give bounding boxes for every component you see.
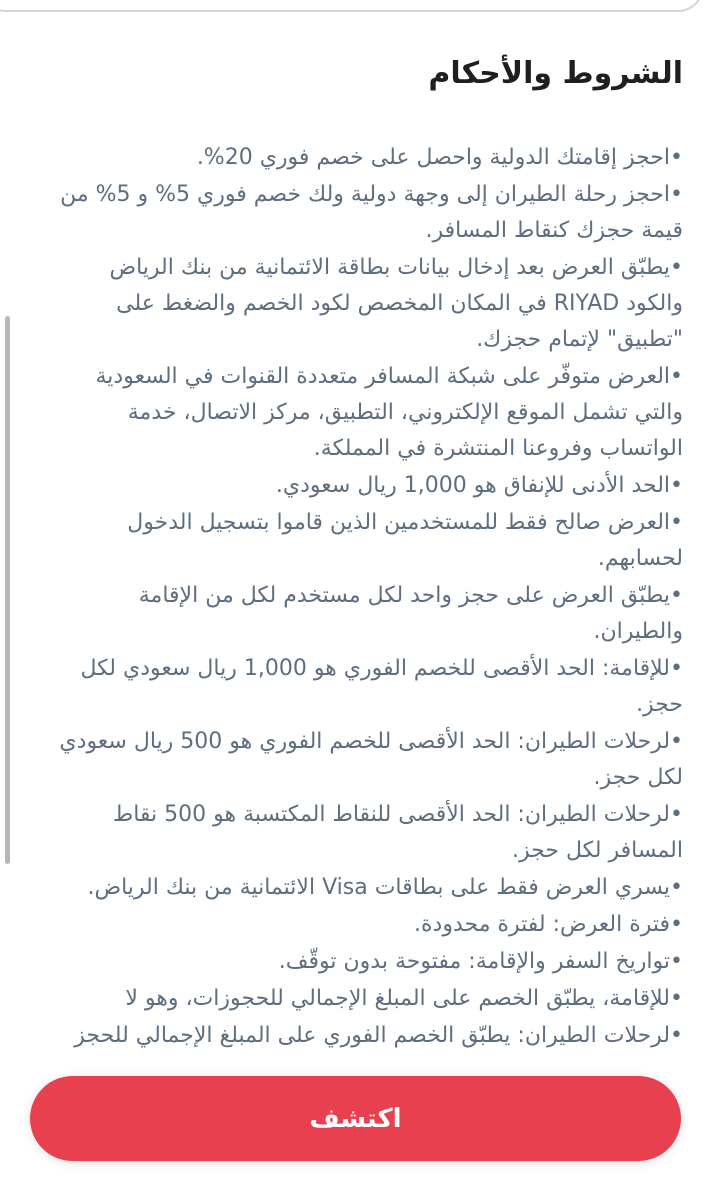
terms-item: •الحد الأدنى للإنفاق هو 1,000 ريال سعودي. xyxy=(275,473,683,498)
terms-title: الشروط والأحكام xyxy=(428,56,683,91)
terms-list xyxy=(58,140,683,1055)
terms-item: •للإقامة: الحد الأقصى للخصم الفوري هو 1,000 ريال سعودي لكل حجز. xyxy=(80,656,683,717)
terms-item: •احجز إقامتك الدولية واحصل على خصم فوري 20%. xyxy=(196,145,683,170)
terms-item: •فترة العرض: لفترة محدودة. xyxy=(414,912,683,937)
terms-item: •للإقامة، يطبّق الخصم على المبلغ الإجمالي للحجوزات، وهو لا xyxy=(125,986,683,1011)
terms-item: •لرحلات الطيران: يطبّق الخصم الفوري على المبلغ الإجمالي للحجز xyxy=(74,1023,683,1048)
terms-item: •احجز رحلة الطيران إلى وجهة دولية ولك خصم فوري 5% و 5% من قيمة حجزك كنقاط المسافر. xyxy=(60,182,683,243)
scrollbar[interactable] xyxy=(5,316,10,864)
terms-item: •لرحلات الطيران: الحد الأقصى للنقاط المكتسبة هو 500 نقاط المسافر لكل حجز. xyxy=(112,802,683,863)
terms-item: •العرض متوفّر على شبكة المسافر متعددة القنوات في السعودية والتي تشمل الموقع الإلكتروني، التطبيق، مركز الاتصال، خدمة الواتساب وفروعنا المنتشرة في المملكة. xyxy=(95,364,683,461)
terms-item: •تواريخ السفر والإقامة: مفتوحة بدون توقّف. xyxy=(278,949,683,974)
terms-item: •يطبّق العرض بعد إدخال بيانات بطاقة الائتمانية من بنك الرياض والكود RIYAD في المكان المخصص لكود الخصم والضغط على "تطبيق" لإتمام حجزك. xyxy=(109,255,683,352)
discover-button[interactable]: اكتشف xyxy=(30,1076,681,1161)
terms-item: •يطبّق العرض على حجز واحد لكل مستخدم لكل من الإقامة والطيران. xyxy=(138,583,683,644)
terms-item: •لرحلات الطيران: الحد الأقصى للخصم الفوري هو 500 ريال سعودي لكل حجز. xyxy=(59,729,683,790)
terms-item: •يسري العرض فقط على بطاقات Visa الائتمانية من بنك الرياض. xyxy=(87,875,683,900)
terms-item: •العرض صالح فقط للمستخدمين الذين قاموا بتسجيل الدخول لحسابهم. xyxy=(127,510,683,571)
previous-card-edge xyxy=(0,0,704,12)
